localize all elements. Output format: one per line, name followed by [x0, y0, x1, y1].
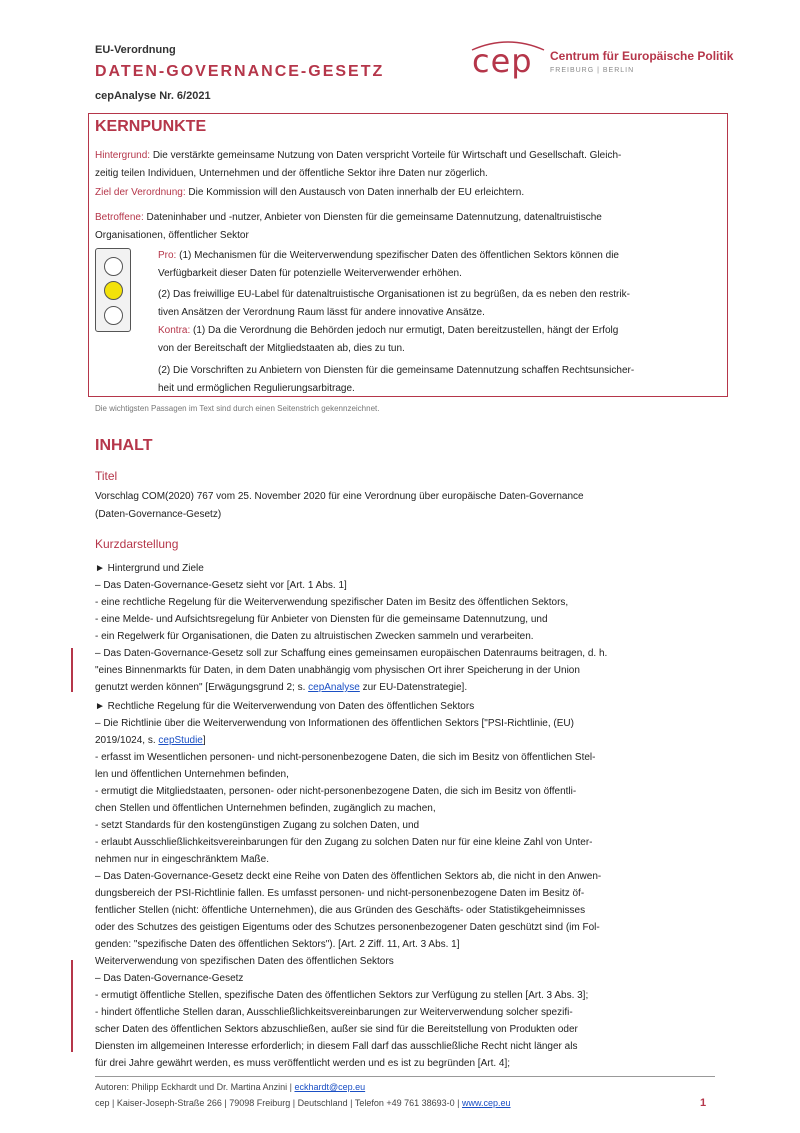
analysis-number: cepAnalyse Nr. 6/2021: [95, 90, 211, 102]
body-line: – Das Daten-Governance-Gesetz: [95, 973, 244, 984]
body-line-text: ]: [202, 735, 206, 746]
body-line: [95, 732, 206, 749]
betroffene-label: Betroffene:: [95, 212, 144, 223]
hintergrund-text-2: zeitig teilen Individuen, Unternehmen und der öffentliche Sektor ihre Daten nur zögerlich.: [95, 168, 488, 179]
titel-text-2: (Daten-Governance-Gesetz): [95, 509, 222, 520]
body-line: - ermutigt öffentliche Stellen, spezifische Daten des öffentlichen Sektors zur Verfügung zu stellen [Art. 3 Abs. 3];: [95, 990, 589, 1001]
ziel-label: Ziel der Verordnung:: [95, 187, 186, 198]
body-line: - ermutigt die Mitgliedstaaten, personen- oder nicht-personenbezogene Daten, die sich im Besitz von öffentli-: [95, 786, 577, 797]
body-line: - hindert öffentliche Stellen daran, Ausschließlichkeitsvereinbarungen zur Weiterverwendung solcher spezifi-: [95, 1007, 573, 1018]
footer-divider: [95, 1076, 715, 1077]
document-kicker: EU-Verordnung: [95, 44, 176, 56]
betroffene-text-2: Organisationen, öffentlicher Sektor: [95, 230, 249, 241]
hintergrund-label: Hintergrund:: [95, 150, 151, 161]
body-line: "eines Binnenmarkts für Daten, in dem Daten unabhängig vom physischen Ort ihrer Speicherung in der Union: [95, 665, 580, 676]
kernpunkte-ziel: [95, 184, 715, 202]
kontra-2: [158, 362, 718, 398]
body-line: Weiterverwendung von spezifischen Daten des öffentlichen Sektors: [95, 956, 394, 967]
body-line: chen Stellen und öffentlichen Unternehmen befinden, zugänglich zu machen,: [95, 803, 436, 814]
body-line: scher Daten des öffentlichen Sektors abzuschließen, außer sie sind für die Bereitstellung von Produkten oder: [95, 1024, 578, 1035]
pro-2-text-1: (2) Das freiwillige EU-Label für datenaltruistische Organisationen ist zu begrüßen, da es neben den restrik-: [158, 289, 630, 300]
cepstudie-link[interactable]: cepStudie: [158, 735, 203, 746]
body-line: - ein Regelwerk für Organisationen, die Daten zu altruistischen Zwecken sammeln und verarbeiten.: [95, 631, 534, 642]
betroffene-text-1: Dateninhaber und -nutzer, Anbieter von Diensten für die gemeinsame Datennutzung, datenaltruistische: [146, 212, 602, 223]
traffic-light-top-icon: [104, 257, 123, 276]
website-link[interactable]: www.cep.eu: [462, 1098, 511, 1108]
body-line: fentlicher Stellen (nicht: öffentliche Unternehmen), die aus Gründen des Geschäfts- oder Statistikgeheimnisses: [95, 905, 586, 916]
body-line: Diensten im allgemeinen Interesse erforderlich; in diesem Fall darf das ausschließliche Recht nicht länger als: [95, 1041, 578, 1052]
body-line: – Das Daten-Governance-Gesetz soll zur Schaffung eines gemeinsamen europäischen Datenraums beitragen, d. h.: [95, 648, 608, 659]
body-line: - eine rechtliche Regelung für die Weiterverwendung spezifischer Daten im Besitz des öffentlichen Sektors,: [95, 597, 569, 608]
traffic-light-bottom-icon: [104, 306, 123, 325]
kontra-1-text-2: von der Bereitschaft der Mitgliedstaaten ab, dies zu tun.: [158, 343, 405, 354]
pro-2: [158, 286, 718, 322]
body-line: - erfasst im Wesentlichen personen- und nicht-personenbezogene Daten, die sich im Besitz von öffentlichen Stel-: [95, 752, 596, 763]
marker-bar: [71, 648, 73, 692]
document-title: DATEN-GOVERNANCE-GESETZ: [95, 63, 385, 80]
kernpunkte-hintergrund: [95, 147, 715, 183]
marker-note: Die wichtigsten Passagen im Text sind durch einen Seitenstrich gekennzeichnet.: [95, 404, 380, 413]
body-line: dungsbereich der PSI-Richtlinie fallen. Es umfasst personen- und nicht-personenbezogene Daten im Besitz öf-: [95, 888, 585, 899]
pro-1-text-1: (1) Mechanismen für die Weiterverwendung spezifischer Daten des öffentlichen Sektors können die: [179, 250, 619, 261]
cepanalyse-link[interactable]: cepAnalyse: [308, 682, 360, 693]
body-line: oder des Schutzes des geistigen Eigentums oder des Schutzes personenbezogener Daten geschützt sind (im Fol-: [95, 922, 600, 933]
body-line: genden: "spezifische Daten des öffentlichen Sektors"). [Art. 2 Ziff. 11, Art. 3 Abs. 1]: [95, 939, 460, 950]
footer-address-text: cep | Kaiser-Joseph-Straße 266 | 79098 Freiburg | Deutschland | Telefon +49 761 38693-0 |: [95, 1098, 463, 1108]
footer-address: [95, 1098, 511, 1108]
pro-1: [158, 247, 718, 283]
ziel-text: Die Kommission will den Austausch von Daten innerhalb der EU erleichtern.: [188, 187, 525, 198]
kontra-label: Kontra:: [158, 325, 191, 336]
logo-subtitle: FREIBURG | BERLIN: [550, 67, 635, 74]
kontra-1-text-1: (1) Da die Verordnung die Behörden jedoch nur ermutigt, Daten bereitzustellen, hängt der Erfolg: [193, 325, 619, 336]
pro-1-text-2: Verfügbarkeit dieser Daten für potenzielle Weiterverwender erhöhen.: [158, 268, 462, 279]
body-line-text: 2019/1024, s.: [95, 735, 159, 746]
author-email-link[interactable]: eckhardt@cep.eu: [294, 1082, 366, 1092]
body-line: nehmen nur in eingeschränktem Maße.: [95, 854, 269, 865]
kontra-1: [158, 322, 718, 358]
body-line: – Die Richtlinie über die Weiterverwendung von Informationen des öffentlichen Sektors ["PSI-Richtlinie, (EU): [95, 718, 574, 729]
footer-authors: [95, 1082, 365, 1092]
pro-2-text-2: tiven Ansätzen der Verordnung Raum lässt für andere innovative Ansätze.: [158, 307, 485, 318]
kernpunkte-title: KERNPUNKTE: [95, 118, 207, 135]
inhalt-title: INHALT: [95, 437, 153, 454]
kernpunkte-betroffene: [95, 209, 715, 245]
cep-logo: [468, 36, 738, 86]
pro-label: Pro:: [158, 250, 177, 261]
body-line: ► Rechtliche Regelung für die Weiterverwendung von Daten des öffentlichen Sektors: [95, 701, 475, 712]
body-line: - setzt Standards für den kostengünstigen Zugang zu solchen Daten, und: [95, 820, 420, 831]
body-line: len und öffentlichen Unternehmen befinden,: [95, 769, 289, 780]
body-line: ► Hintergrund und Ziele: [95, 563, 204, 574]
marker-bar: [71, 960, 73, 1052]
footer-authors-text: Autoren: Philipp Eckhardt und Dr. Martina Anzini |: [95, 1082, 295, 1092]
body-line-text: zur EU-Datenstrategie].: [359, 682, 468, 693]
body-line: – Das Daten-Governance-Gesetz deckt eine Reihe von Daten des öffentlichen Sektors ab, die nicht in den Anwen-: [95, 871, 602, 882]
body-line: - eine Melde- und Aufsichtsregelung für Anbieter von Diensten für die gemeinsame Datennutzung, und: [95, 614, 548, 625]
kontra-2-text-2: heit und ermöglichen Regulierungsarbitrage.: [158, 383, 355, 394]
body-line: - erlaubt Ausschließlichkeitsvereinbarungen für den Zugang zu solchen Daten nur für eine kleine Zahl von Unter-: [95, 837, 593, 848]
traffic-light-middle-icon: [104, 281, 123, 300]
body-line: – Das Daten-Governance-Gesetz sieht vor [Art. 1 Abs. 1]: [95, 580, 347, 591]
titel-text: [95, 488, 715, 524]
body-line-text: genutzt werden können" [Erwägungsgrund 2; s.: [95, 682, 309, 693]
logo-mark: cep: [472, 42, 533, 80]
traffic-light-icon: [95, 248, 131, 332]
body-line: [95, 679, 467, 696]
titel-heading: Titel: [95, 469, 118, 483]
body-line: für drei Jahre gewährt werden, es muss veröffentlicht werden und es ist zu begründen [Art. 4];: [95, 1058, 511, 1069]
titel-text-1: Vorschlag COM(2020) 767 vom 25. November 2020 für eine Verordnung über europäische Daten-Governance: [95, 491, 584, 502]
page-number: 1: [700, 1097, 707, 1109]
hintergrund-text-1: Die verstärkte gemeinsame Nutzung von Daten verspricht Vorteile für Wirtschaft und Gesellschaft. Gleich-: [152, 150, 622, 161]
logo-name: Centrum für Europäische Politik: [550, 49, 734, 63]
kontra-2-text-1: (2) Die Vorschriften zu Anbietern von Diensten für die gemeinsame Datennutzung schaffen Rechtsunsicher-: [158, 365, 635, 376]
kurzdarstellung-heading: Kurzdarstellung: [95, 537, 179, 551]
